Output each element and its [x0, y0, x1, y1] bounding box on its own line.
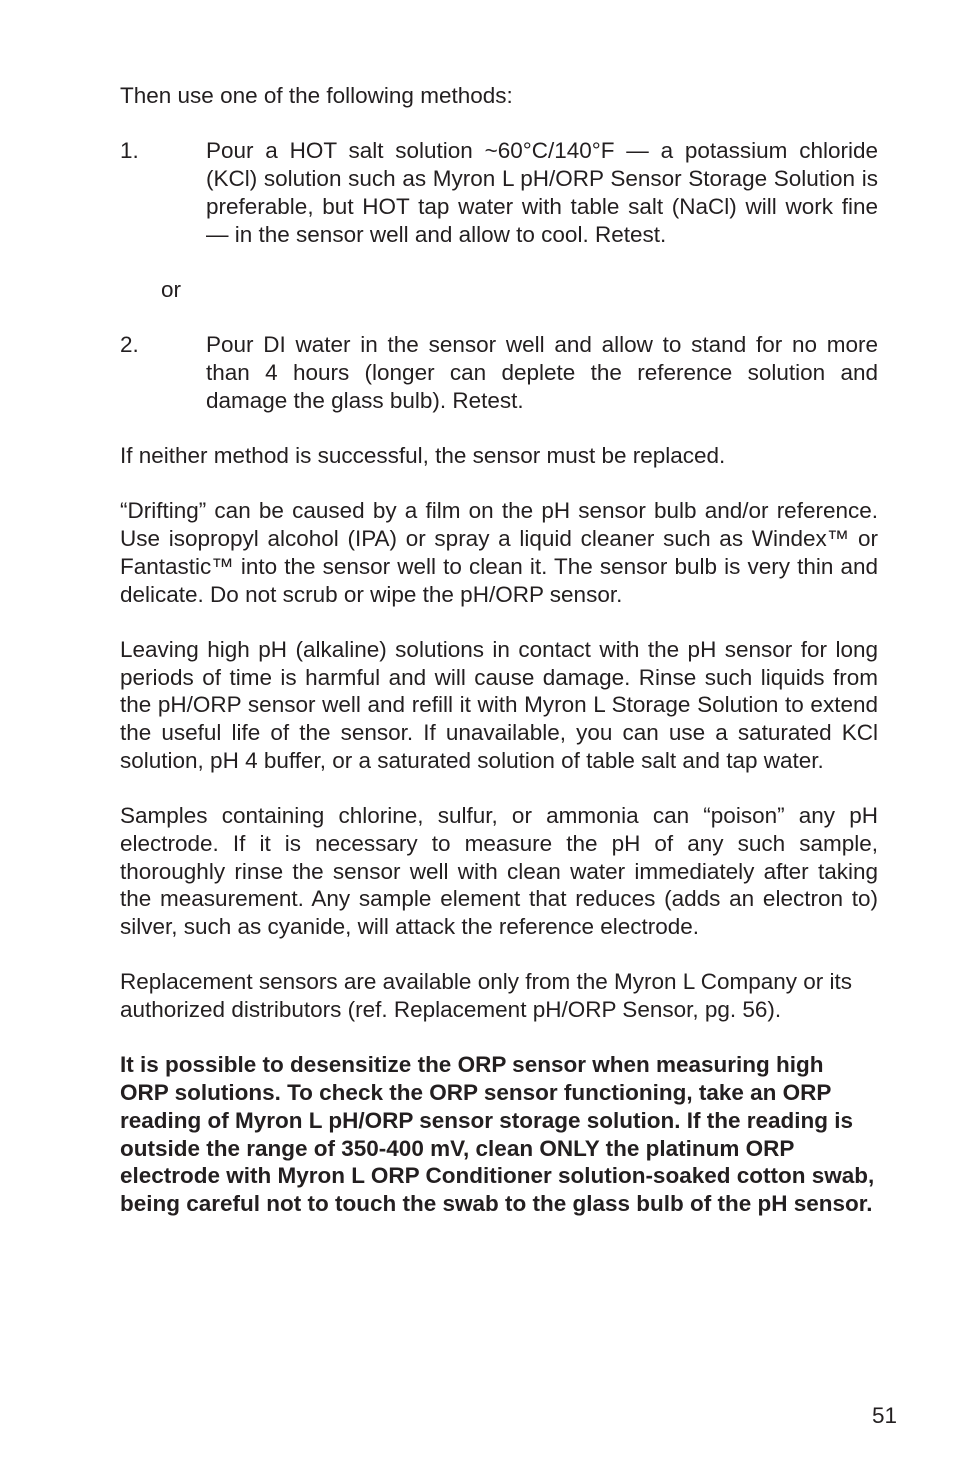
paragraph-neither: If neither method is successful, the sensor must be replaced.: [120, 443, 726, 469]
method-number: 1.: [120, 138, 139, 164]
method-text: Pour a HOT salt solution ~60°C/140°F — a potassium chloride (KCl) solution such as Myron L pH/ORP Sensor Storage Solution is preferable, but HOT tap water with table salt (NaCl) will work fine — in the sensor well and allow to cool. Retest.: [206, 138, 878, 247]
paragraph-poison: Samples containing chlorine, sulfur, or ammonia can “poison” any pH electrode. If it is necessary to measure the pH of any such sample, thoroughly rinse the sensor well with clean water immediately after taking the measurement. Any sample element that reduces (adds an electron to) silver, such as cyanide, will attack the reference electrode.: [120, 803, 878, 939]
spacer: [120, 1024, 878, 1052]
paragraph-drifting: “Drifting” can be caused by a film on the pH sensor bulb and/or reference. Use isopropyl alcohol (IPA) or spray a liquid cleaner such as Windex™ or Fantastic™ into the sensor well to clean it. The sensor bulb is very thin and delicate. Do not scrub or wipe the pH/ORP sensor.: [120, 498, 878, 607]
spacer: [120, 414, 878, 442]
page-number: 51: [871, 1403, 897, 1428]
spacer: [120, 110, 878, 138]
page-content: [120, 82, 878, 1218]
paragraph-replacement: Replacement sensors are available only from the Myron L Company or its authorized distributors (ref. Replacement pH/ORP Sensor, pg. 56).: [120, 969, 852, 1023]
spacer: [120, 248, 878, 276]
spacer: [120, 608, 878, 636]
spacer: [120, 941, 878, 969]
method-number: 2.: [120, 332, 139, 358]
spacer: [120, 774, 878, 802]
paragraph-orp-warning: It is possible to desensitize the ORP sensor when measuring high ORP solutions. To check the ORP sensor functioning, take an ORP reading of Myron L pH/ORP sensor storage solution. If the reading is outside the range of 350-400 mV, clean ONLY the platinum ORP electrode with Myron L ORP Conditioner solution-soaked cotton swab, being careful not to touch the swab to the glass bulb of the pH sensor.: [120, 1052, 875, 1216]
method-item-1: [120, 137, 878, 248]
intro-text: Then use one of the following methods:: [120, 83, 513, 108]
spacer: [120, 470, 878, 498]
method-text: Pour DI water in the sensor well and allow to stand for no more than 4 hours (longer can deplete the reference solution and damage the glass bulb). Retest.: [206, 332, 878, 413]
or-separator: or: [161, 276, 182, 302]
paragraph-alkaline: Leaving high pH (alkaline) solutions in contact with the pH sensor for long periods of time is harmful and will cause damage. Rinse such liquids from the pH/ORP sensor well and refill it with Myron L Storage Solution to extend the useful life of the sensor. If unavailable, you can use a saturated KCl solution, pH 4 buffer, or a saturated solution of table salt and tap water.: [120, 636, 878, 773]
spacer: [120, 304, 878, 332]
method-item-2: [120, 331, 878, 414]
